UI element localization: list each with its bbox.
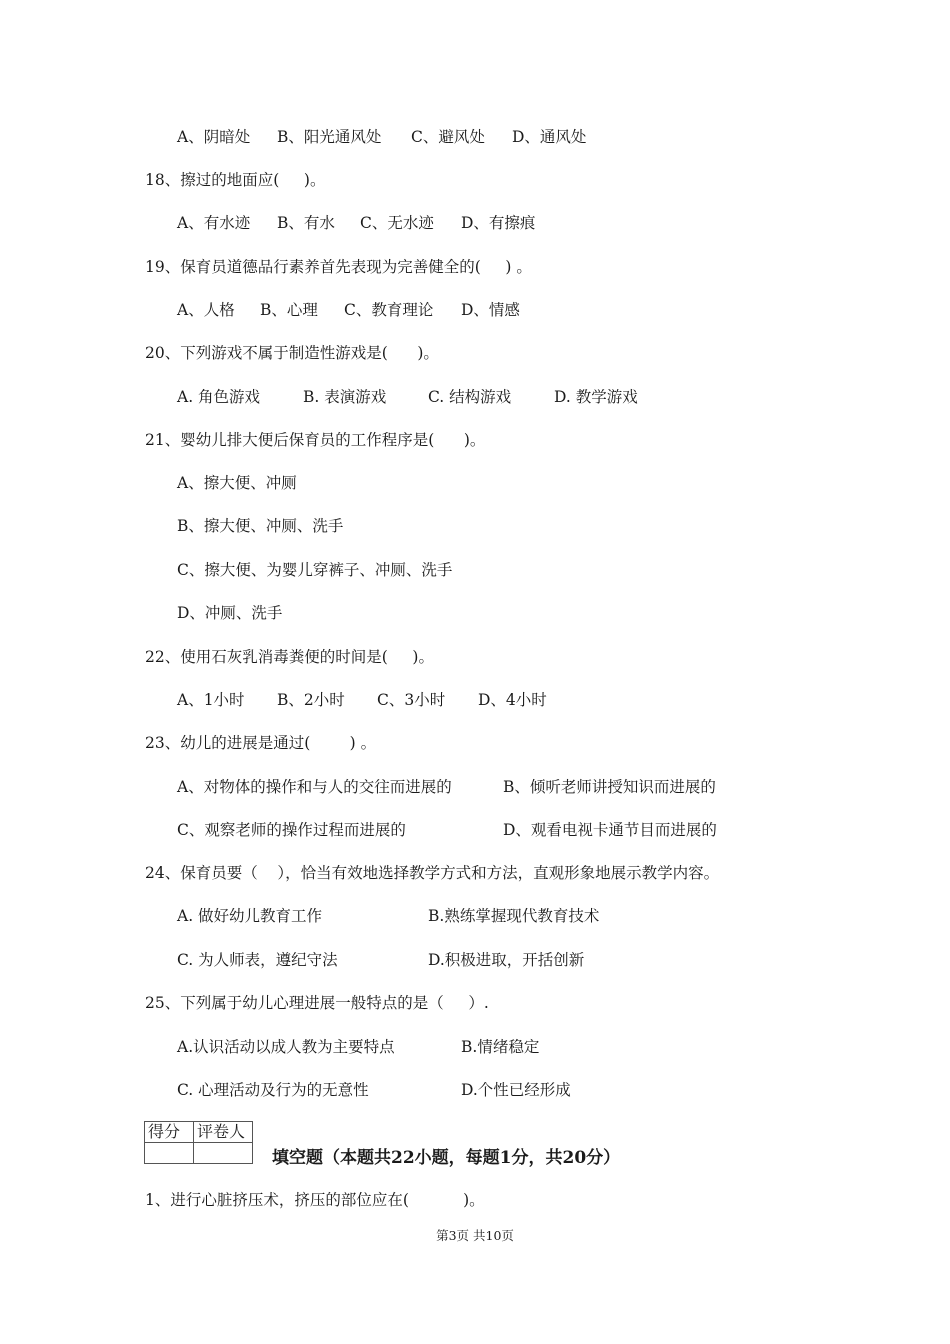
q21-option-c: C、擦大便、为婴儿穿裤子、冲厕、洗手 [177,561,453,579]
q18-option-b: B、有水 [277,214,335,232]
score-box-score-cell[interactable] [145,1143,194,1164]
q19-option-b: B、心理 [260,301,318,319]
q23-option-c: C、观察老师的操作过程而进展的 [177,821,406,839]
q24-stem: 24、保育员要（ ），恰当有效地选择教学方式和方法，直观形象地展示教学内容。 [145,864,720,882]
q25-option-d: D.个性已经形成 [461,1081,571,1099]
q17-option-d: D、通风处 [512,128,587,146]
page-footer: 第3页 共10页 [436,1228,514,1243]
section-title: 填空题（本题共22小题，每题1分，共20分） [272,1148,621,1168]
score-box-header-grader: 评卷人 [194,1122,253,1143]
q21-option-b: B、擦大便、冲厕、洗手 [177,517,344,535]
q22-option-d: D、4小时 [478,691,547,709]
q24-option-a: A. 做好幼儿教育工作 [177,907,323,925]
q21-stem: 21、婴幼儿排大便后保育员的工作程序是( )。 [145,431,486,449]
q23-option-b: B、倾听老师讲授知识而进展的 [503,778,716,796]
q20-option-c: C. 结构游戏 [428,388,512,406]
q20-option-a: A. 角色游戏 [177,388,261,406]
q17-option-c: C、避风处 [411,128,485,146]
q25-option-c: C. 心理活动及行为的无意性 [177,1081,369,1099]
q19-option-a: A、人格 [177,301,235,319]
q22-option-b: B、2小时 [277,691,345,709]
q19-stem: 19、保育员道德品行素养首先表现为完善健全的( ) 。 [145,258,532,276]
q17-option-b: B、阳光通风处 [277,128,382,146]
q19-option-d: D、情感 [461,301,520,319]
q18-option-c: C、无水迹 [360,214,434,232]
q25-option-b: B.情绪稳定 [461,1038,540,1056]
q22-stem: 22、使用石灰乳消毒粪便的时间是( )。 [145,648,434,666]
score-box-header-score: 得分 [145,1122,194,1143]
q21-option-a: A、擦大便、冲厕 [177,474,297,492]
q24-option-c: C. 为人师表，遵纪守法 [177,951,338,969]
q18-stem: 18、擦过的地面应( )。 [145,171,326,189]
q18-option-a: A、有水迹 [177,214,251,232]
q20-stem: 20、下列游戏不属于制造性游戏是( )。 [145,344,439,362]
fill1-stem: 1、进行心脏挤压术，挤压的部位应在( )。 [145,1191,485,1209]
q21-option-d: D、冲厕、洗手 [177,604,283,622]
q17-option-a: A、阴暗处 [177,128,251,146]
q23-option-d: D、观看电视卡通节目而进展的 [503,821,717,839]
q20-option-b: B. 表演游戏 [303,388,387,406]
score-box [144,1121,253,1164]
q22-option-c: C、3小时 [377,691,446,709]
q24-option-d: D.积极进取，开括创新 [428,951,585,969]
q20-option-d: D. 教学游戏 [554,388,638,406]
score-box-grader-cell[interactable] [194,1143,253,1164]
q23-option-a: A、对物体的操作和与人的交往而进展的 [177,778,452,796]
q18-option-d: D、有擦痕 [461,214,536,232]
q22-option-a: A、1小时 [177,691,245,709]
q19-option-c: C、教育理论 [344,301,434,319]
q24-option-b: B.熟练掌握现代教育技术 [428,907,600,925]
q23-stem: 23、幼儿的进展是通过( ) 。 [145,734,377,752]
q25-stem: 25、下列属于幼儿心理进展一般特点的是（ ）. [145,994,489,1012]
q25-option-a: A.认识活动以成人教为主要特点 [177,1038,395,1056]
